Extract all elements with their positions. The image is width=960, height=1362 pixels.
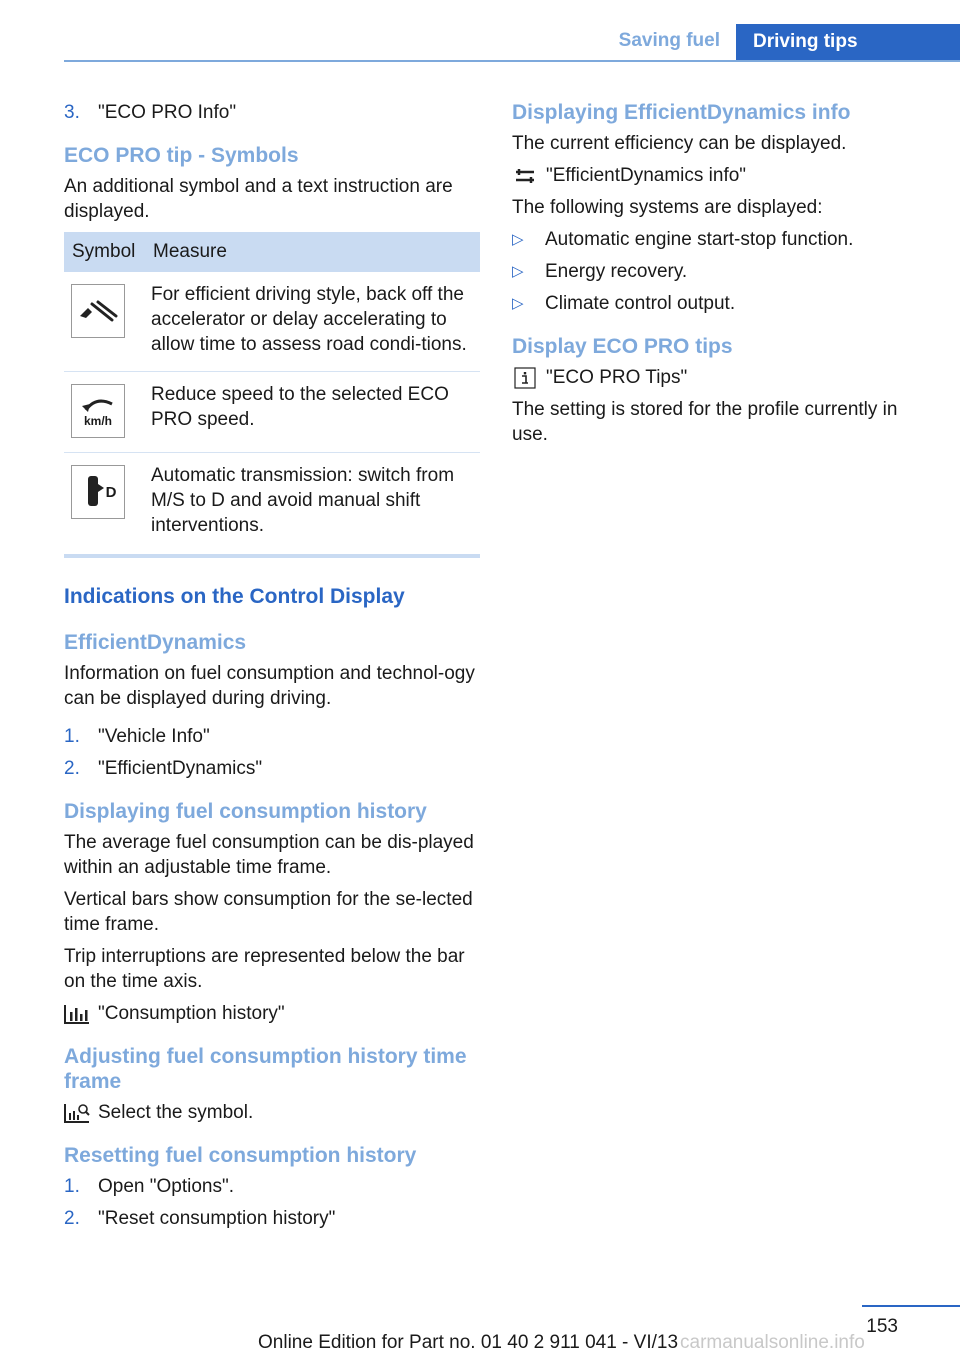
history-text-1: The average fuel consumption can be dis-played within an adjustable time frame. <box>64 832 474 878</box>
eco-tips-heading: Display ECO PRO tips <box>512 335 733 358</box>
right-column <box>512 100 924 454</box>
efficientdynamics-heading: EfficientDynamics <box>64 631 247 654</box>
eco-tips-menu-line: "ECO PRO Tips" <box>512 365 924 390</box>
step-item: 3. "ECO PRO Info" <box>64 102 237 123</box>
step-item: 2. "Reset consumption history" <box>64 1208 336 1229</box>
triangle-bullet-icon: ▷ <box>512 231 524 248</box>
history-menu-line: "Consumption history" <box>64 1001 480 1026</box>
col-measure-header: Measure <box>145 232 480 272</box>
efficient-dynamics-icon <box>512 165 538 187</box>
efficientdynamics-text: Information on fuel consumption and technol-ogy can be displayed during driving. <box>64 663 475 709</box>
eco-tip-heading: ECO PRO tip - Symbols <box>64 144 299 167</box>
footer-rule <box>862 1305 960 1307</box>
table-bottom-rule <box>64 554 480 558</box>
ed-info-menu-line: "EfficientDynamics info" <box>512 163 924 188</box>
list-item: ▷ Energy recovery. <box>512 261 688 282</box>
history-text-3: Trip interruptions are represented below the bar on the time axis. <box>64 946 465 992</box>
gear-selector-icon <box>71 465 125 519</box>
list-item: ▷ Climate control output. <box>512 293 736 314</box>
eco-tips-text: The setting is stored for the profile currently in use. <box>512 399 898 445</box>
gear-d-label: D <box>105 483 117 501</box>
measure-cell: Automatic transmission: switch from M/S to D and avoid manual shift interventions. <box>151 465 455 536</box>
header-section-title: Saving fuel <box>618 30 720 51</box>
eco-tip-text: An additional symbol and a text instruction are displayed. <box>64 176 453 222</box>
watermark: carmanualsonline.info <box>680 1332 865 1353</box>
list-item: ▷ Automatic engine start-stop function. <box>512 229 854 250</box>
measure-cell: Reduce speed to the selected ECO PRO speed. <box>145 372 480 453</box>
triangle-bullet-icon: ▷ <box>512 295 524 312</box>
triangle-bullet-icon: ▷ <box>512 263 524 280</box>
header-chapter-tab: Driving tips <box>736 24 960 62</box>
chart-zoom-icon <box>64 1102 90 1124</box>
step-item: 1. Open "Options". <box>64 1176 235 1197</box>
col-symbol-header: Symbol <box>64 232 145 272</box>
page-number: 153 <box>866 1316 898 1337</box>
info-icon <box>512 367 538 389</box>
adjust-heading: Adjusting fuel consumption history time frame <box>64 1045 467 1093</box>
foot-off-pedal-icon <box>71 284 125 338</box>
left-column <box>64 100 480 1238</box>
display-ed-text: The current efficiency can be displayed. <box>512 133 847 154</box>
display-ed-heading: Displaying EfficientDynamics info <box>512 101 851 124</box>
history-heading: Displaying fuel consumption history <box>64 800 427 823</box>
table-row <box>64 272 480 372</box>
bar-chart-icon <box>64 1003 90 1025</box>
reduce-speed-icon <box>71 384 125 438</box>
reset-heading: Resetting fuel consumption history <box>64 1144 417 1167</box>
symbol-table <box>64 232 480 552</box>
step-item: 2. "EfficientDynamics" <box>64 758 263 779</box>
step-item: 1. "Vehicle Info" <box>64 726 210 747</box>
table-row <box>64 453 480 553</box>
header-rule <box>64 60 960 62</box>
edition-text: Online Edition for Part no. 01 40 2 911 041 - VI/13 <box>258 1332 679 1353</box>
history-text-2: Vertical bars show consumption for the se-lected time frame. <box>64 889 473 935</box>
table-row <box>64 372 480 453</box>
systems-text: The following systems are displayed: <box>512 197 823 218</box>
adjust-menu-line: Select the symbol. <box>64 1100 480 1125</box>
table-header-row <box>64 232 480 272</box>
measure-cell: For efficient driving style, back off the accelerator or delay accelerating to allow time to assess road condi-tions. <box>145 272 480 372</box>
indications-heading: Indications on the Control Display <box>64 585 405 608</box>
km-h-label: km/h <box>83 414 112 428</box>
